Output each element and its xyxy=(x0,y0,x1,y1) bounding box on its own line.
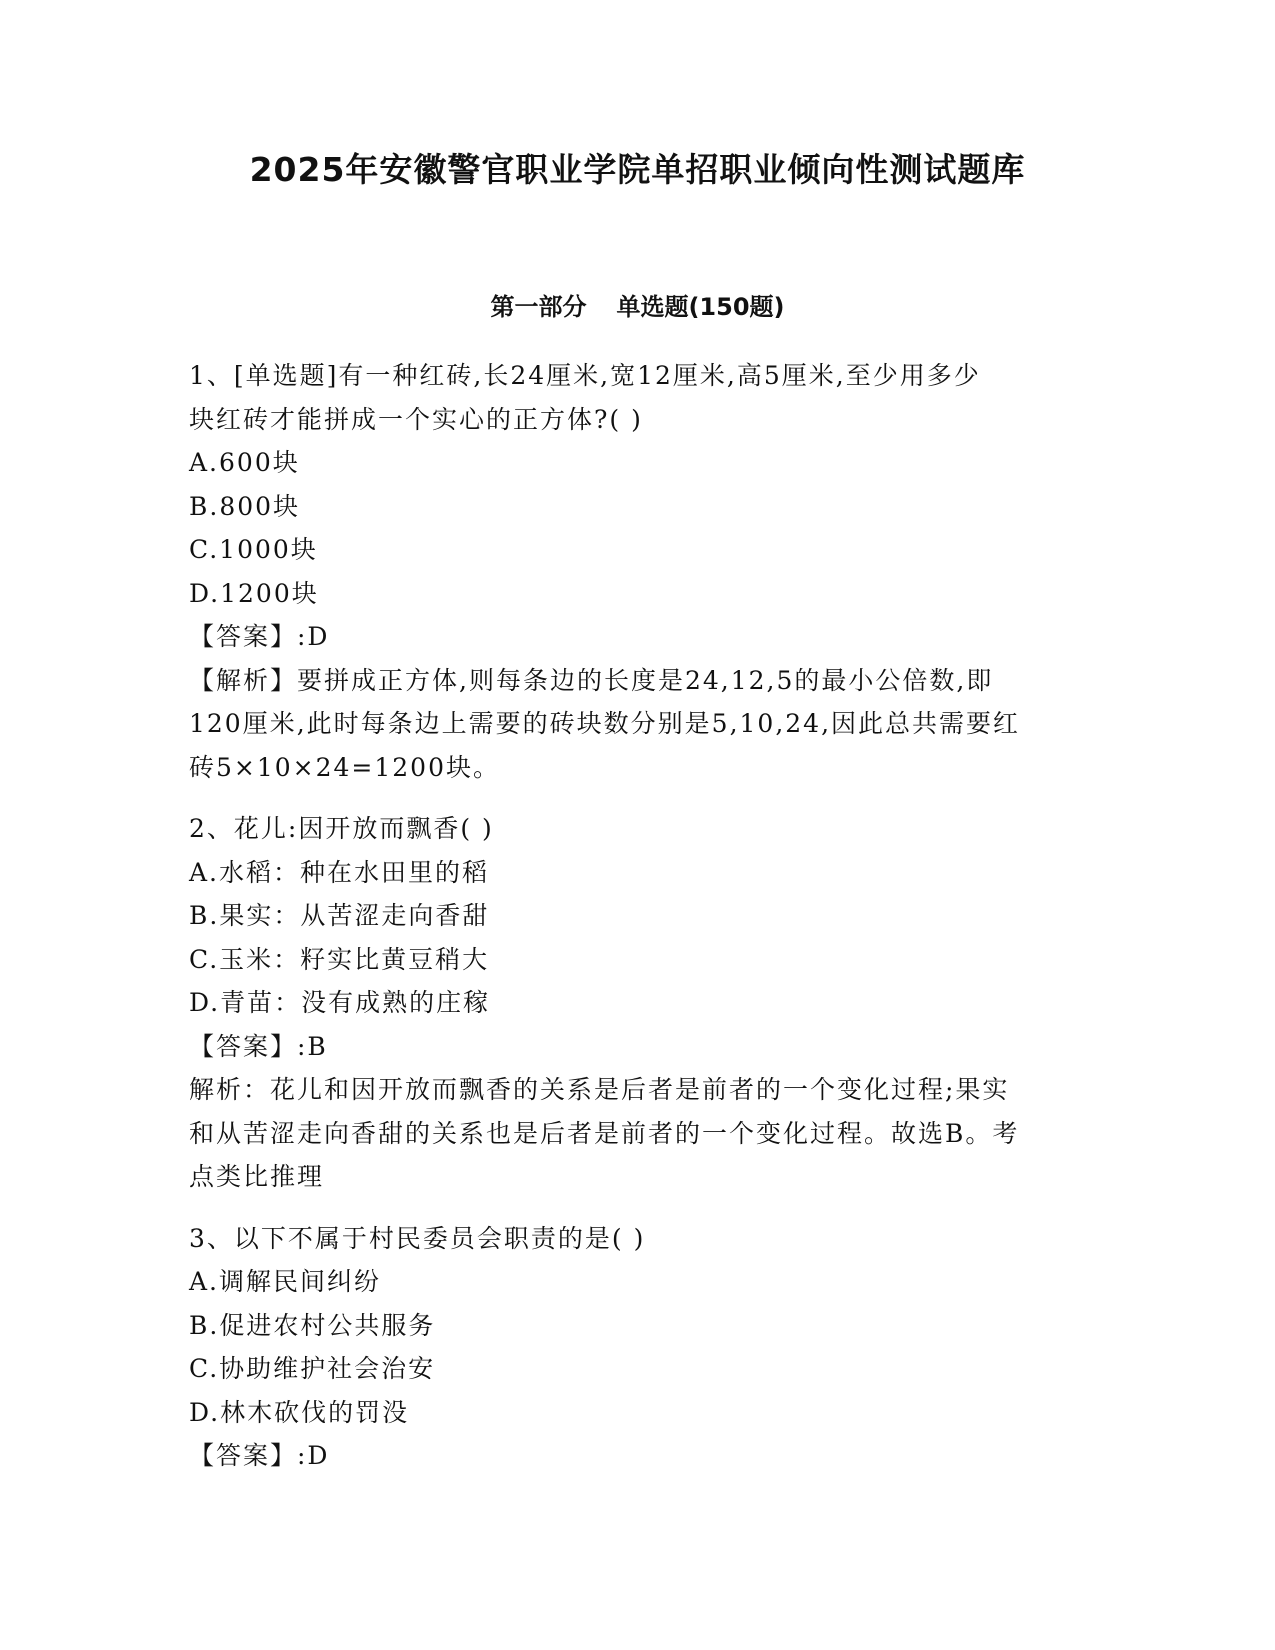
option-d: D.青苗：没有成熟的庄稼 xyxy=(189,988,491,1017)
question-2 xyxy=(189,807,1089,1199)
answer-line: 【答案】:D xyxy=(189,622,330,651)
explanation-line: 砖5×10×24=1200块。 xyxy=(189,752,500,782)
explanation-line: 和从苦涩走向香甜的关系也是后者是前者的一个变化过程。故选B。考 xyxy=(189,1118,1020,1148)
explanation-line: 120厘米,此时每条边上需要的砖块数分别是5,10,24,因此总共需要红 xyxy=(189,709,1021,738)
option-d: D.1200块 xyxy=(189,578,319,608)
question-stem-line: 3、以下不属于村民委员会职责的是( ) xyxy=(189,1223,646,1253)
option-b: B.800块 xyxy=(189,491,301,521)
option-a: A.调解民间纠纷 xyxy=(189,1267,382,1296)
section-name-label: 单选题(150题) xyxy=(616,293,785,321)
question-stem-line: 2、花儿:因开放而飘香( ) xyxy=(189,814,494,843)
question-list xyxy=(189,354,1089,1478)
option-c: C.玉米：籽实比黄豆稍大 xyxy=(189,944,490,974)
explanation-line: 解析：花儿和因开放而飘香的关系是后者是前者的一个变化过程;果实 xyxy=(189,1075,1010,1104)
explanation-line: 【解析】要拼成正方体,则每条边的长度是24,12,5的最小公倍数,即 xyxy=(189,665,994,695)
option-b: B.果实：从苦涩走向香甜 xyxy=(189,901,490,930)
option-a: A.600块 xyxy=(189,448,300,477)
answer-line: 【答案】:B xyxy=(189,1031,328,1061)
explanation-line: 点类比推理 xyxy=(189,1162,325,1191)
question-stem-line: 块红砖才能拼成一个实心的正方体?( ) xyxy=(189,404,643,434)
option-c: C.1000块 xyxy=(189,535,318,564)
option-b: B.促进农村公共服务 xyxy=(189,1310,436,1340)
section-heading xyxy=(0,290,1275,324)
question-stem-line: 1、[单选题]有一种红砖,长24厘米,宽12厘米,高5厘米,至少用多少 xyxy=(189,361,981,390)
question-3 xyxy=(189,1217,1089,1478)
document-title: 2025年安徽警官职业学院单招职业倾向性测试题库 xyxy=(249,150,1026,189)
option-a: A.水稻：种在水田里的稻 xyxy=(189,857,490,887)
question-1 xyxy=(189,354,1089,789)
option-d: D.林木砍伐的罚没 xyxy=(189,1397,410,1427)
option-c: C.协助维护社会治安 xyxy=(189,1354,436,1383)
answer-line: 【答案】:D xyxy=(189,1441,330,1470)
section-part-label: 第一部分 xyxy=(490,293,587,321)
